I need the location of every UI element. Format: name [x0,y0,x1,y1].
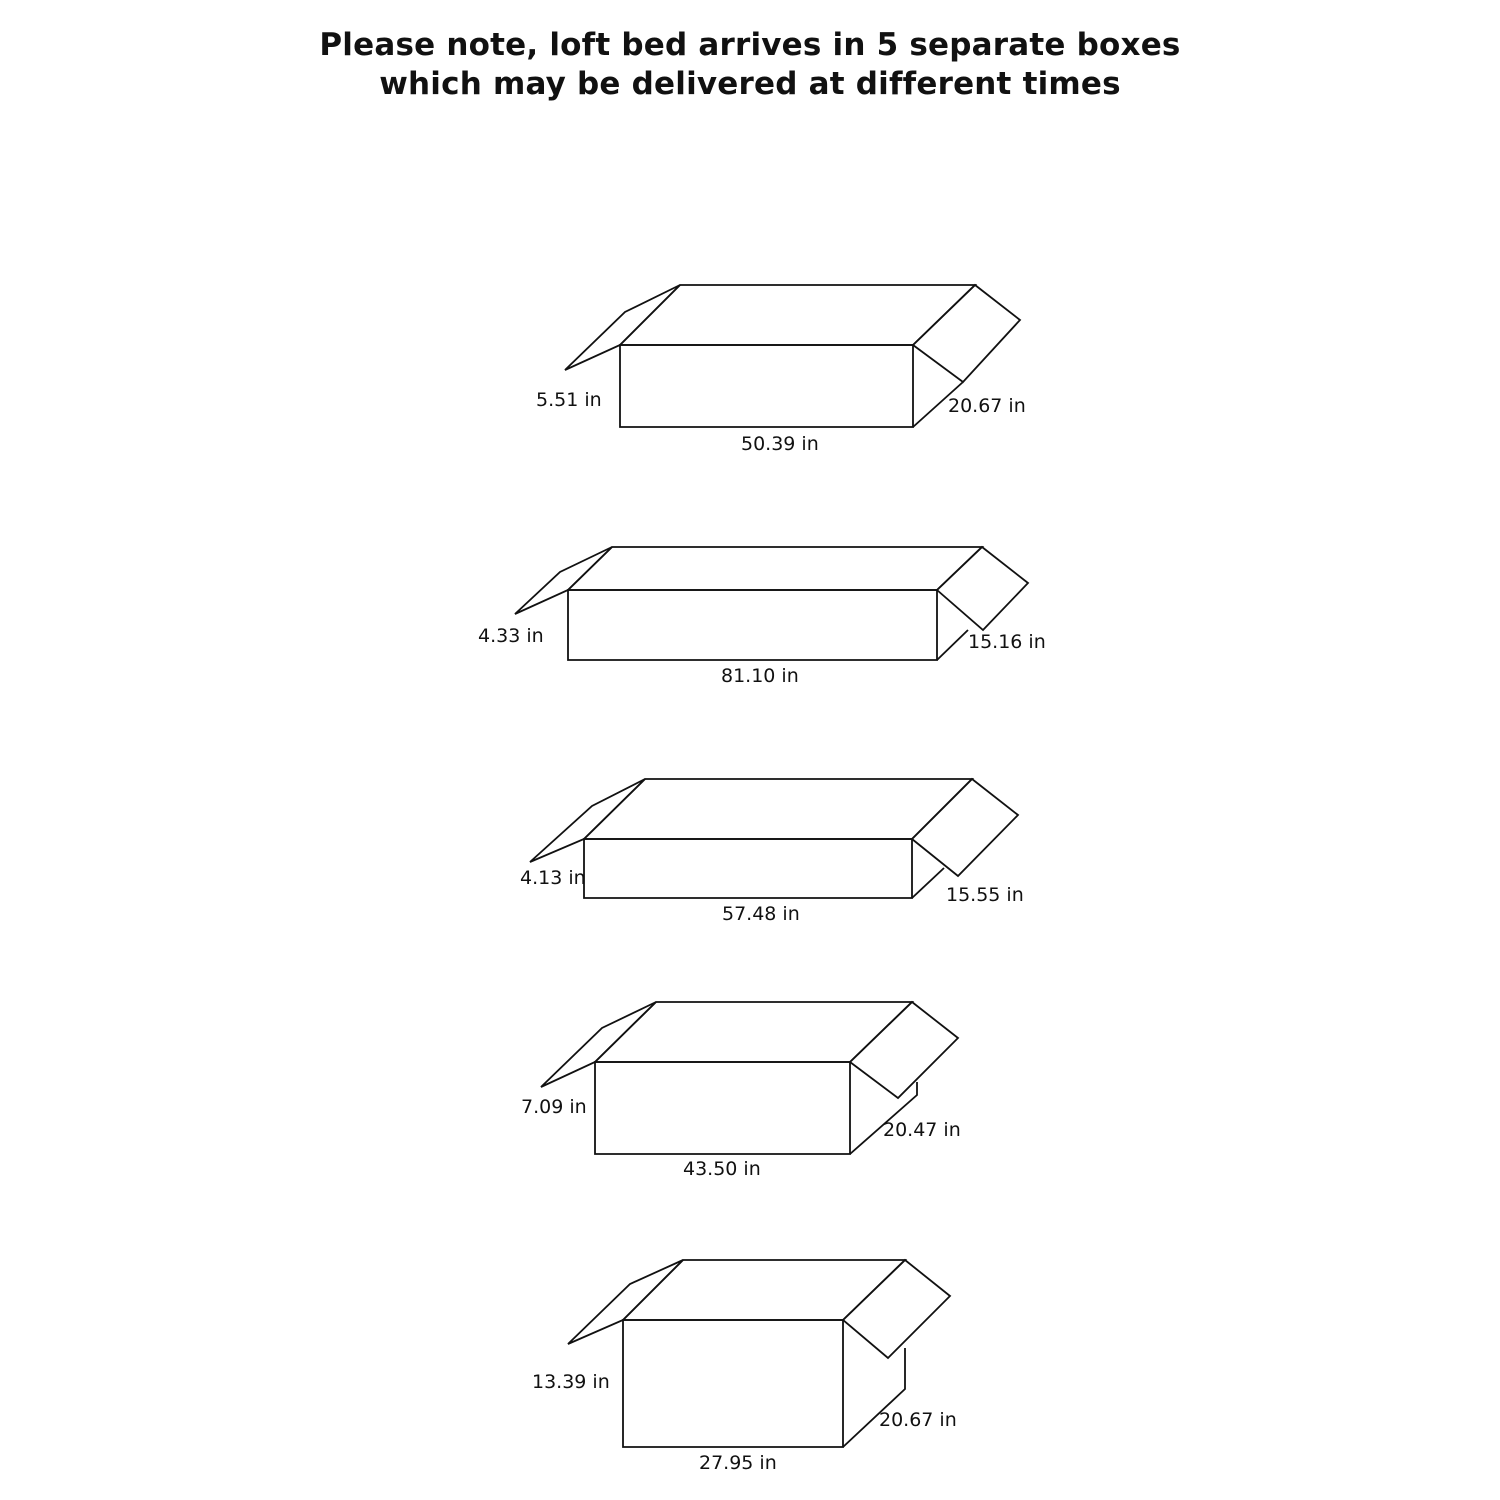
box-4 [521,1002,961,1180]
box-5 [532,1260,957,1474]
box-3-depth-label: 15.55 in [946,884,1024,906]
box-1-height-label: 5.51 in [536,389,602,411]
notice-line-2: which may be delivered at different times [379,66,1121,102]
box-3-front [584,839,912,898]
box-5-left-flap [568,1260,683,1344]
box-5-front [623,1320,843,1447]
notice-line-1: Please note, loft bed arrives in 5 separate boxes [319,27,1181,63]
box-2-front [568,590,937,660]
box-3-height-label: 4.13 in [520,867,586,889]
box-4-right-flap [850,1002,958,1098]
box-1-depth-label: 20.67 in [948,395,1026,417]
box-4-side [850,1082,917,1154]
box-3-length-label: 57.48 in [722,903,800,925]
box-2-length-label: 81.10 in [721,665,799,687]
box-2-right-flap [937,547,1028,630]
box-4-height-label: 7.09 in [521,1096,587,1118]
box-1-length-label: 50.39 in [741,433,819,455]
box-3-top [584,779,972,839]
box-4-left-flap [541,1002,656,1087]
box-5-side [843,1348,905,1447]
box-5-depth-label: 20.67 in [879,1409,957,1431]
box-1-right-flap [913,285,1020,382]
box-4-length-label: 43.50 in [683,1158,761,1180]
box-1-left-flap [565,285,680,370]
box-4-front [595,1062,850,1154]
box-2-depth-label: 15.16 in [968,631,1046,653]
box-2-height-label: 4.33 in [478,625,544,647]
box-3-left-flap [530,779,645,862]
box-2-left-flap [515,547,612,614]
box-3-right-flap [912,779,1018,876]
box-4-depth-label: 20.47 in [883,1119,961,1141]
box-2-top [568,547,982,590]
box-2-side [937,630,968,660]
box-1 [536,285,1026,455]
box-4-top [595,1002,912,1062]
box-3-side [912,868,944,898]
box-2 [478,547,1046,687]
box-3 [520,779,1024,925]
box-5-height-label: 13.39 in [532,1371,610,1393]
box-5-right-flap [843,1260,950,1358]
box-5-length-label: 27.95 in [699,1452,777,1474]
box-1-front [620,345,913,427]
